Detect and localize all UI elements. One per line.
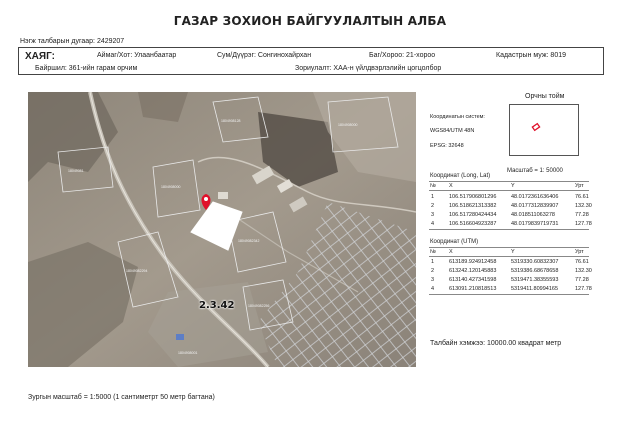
overview-marker-icon <box>510 105 578 155</box>
geo-cell: 106.518621313382 <box>449 203 497 209</box>
geo-cell: 48.0179839719731 <box>511 221 559 227</box>
geo-header-y: Y <box>511 183 515 189</box>
utm-cell: 1 <box>431 259 435 265</box>
utm-cell: 77.28 <box>575 277 589 283</box>
divider <box>429 294 589 295</box>
scale-note: Зургын масштаб = 1:5000 (1 сантиметрт 50 метр багтана) <box>28 394 215 401</box>
geo-cell: 48.0177312839907 <box>511 203 559 209</box>
address-box <box>18 47 604 75</box>
geo-header-len: Урт <box>575 183 584 189</box>
geo-cell: 2 <box>431 203 435 209</box>
neighbor-label: 1804908000 <box>338 123 358 127</box>
divider <box>429 256 589 257</box>
utm-cell: 613140.427341598 <box>449 277 497 283</box>
divider <box>429 181 589 182</box>
address-label: ХАЯГ: <box>25 51 55 62</box>
page-title: ГАЗАР ЗОХИОН БАЙГУУЛАЛТЫН АЛБА <box>173 14 447 28</box>
divider <box>429 247 589 248</box>
utm-cell: 76.61 <box>575 259 589 265</box>
neighbor-label: 18049082294 <box>126 269 148 273</box>
utm-cell: 127.78 <box>575 286 592 292</box>
geo-table-scale: Масштаб = 1: 50000 <box>507 168 563 174</box>
sum-field: Сум/Дүүрэг: Сонгинохайрхан <box>217 52 312 59</box>
overview-inset <box>509 104 579 156</box>
geo-header-no: № <box>430 183 436 189</box>
area-size: Талбайн хэмжээ: 10000.00 квадрат метр <box>430 340 562 347</box>
utm-header-x: X <box>449 249 453 255</box>
neighbor-label: 18049082342 <box>238 239 260 243</box>
utm-cell: 132.30 <box>575 268 592 274</box>
aimag-field: Аймаг/Хот: Улаанбаатар <box>97 52 177 59</box>
geo-cell: 48.0172361636406 <box>511 194 559 200</box>
geo-cell: 106.516604923287 <box>449 221 497 227</box>
coord-system-label: Координатын систем: <box>430 114 485 120</box>
utm-header-len: Урт <box>575 249 584 255</box>
neighbor-label: 1804908001 <box>178 351 198 355</box>
utm-cell: 613091.210818513 <box>449 286 497 292</box>
geo-cell: 3 <box>431 212 435 218</box>
geo-cell: 77.28 <box>575 212 589 218</box>
utm-cell: 5319411.80994165 <box>511 286 559 292</box>
utm-cell: 5319330.60832307 <box>511 259 559 265</box>
geo-cell: 76.61 <box>575 194 589 200</box>
parcel-label: 2.3.42 <box>199 300 235 311</box>
utm-header-y: Y <box>511 249 515 255</box>
geo-cell: 106.517906801296 <box>449 194 497 200</box>
satellite-map[interactable] <box>28 92 416 367</box>
geo-cell: 48.018511063278 <box>511 212 555 218</box>
geo-cell: 127.78 <box>575 221 592 227</box>
coord-system-name: WGS84/UTM 48N <box>430 128 475 134</box>
map-imagery <box>28 92 416 367</box>
utm-cell: 4 <box>431 286 435 292</box>
utm-cell: 613189.924912458 <box>449 259 497 265</box>
neighbor-label: 1804908000 <box>161 185 181 189</box>
utm-cell: 5319471.38355593 <box>511 277 559 283</box>
neighbor-label: 1804908128 <box>221 119 241 123</box>
geo-cell: 132.30 <box>575 203 592 209</box>
location-field: Байршил: 361-ийн гарам орчим <box>35 65 138 72</box>
utm-cell: 2 <box>431 268 435 274</box>
neighbor-label: 18049082256 <box>248 304 270 308</box>
geo-header-x: X <box>449 183 453 189</box>
epsg-code: EPSG: 32648 <box>430 143 464 149</box>
utm-cell: 613242.120145883 <box>449 268 497 274</box>
geo-table-title: Координат (Long, Lat) <box>430 173 491 179</box>
divider <box>429 229 589 230</box>
neighbor-label: 18049081 <box>68 169 84 173</box>
geo-cell: 1 <box>431 194 435 200</box>
utm-header-no: № <box>430 249 436 255</box>
building-blue <box>176 334 184 340</box>
purpose-field: Зориулалт: ХАА-н үйлдвэрлэлийн цогцолбор <box>295 65 442 72</box>
divider <box>429 190 589 191</box>
bag-field: Баг/Хороо: 21-хороо <box>369 52 436 59</box>
utm-table-title: Координат (UTM) <box>430 239 479 245</box>
geo-cell: 106.517280424434 <box>449 212 497 218</box>
cadastral-field: Кадастрын муж: 8019 <box>496 52 567 59</box>
geo-cell: 4 <box>431 221 435 227</box>
utm-cell: 3 <box>431 277 435 283</box>
overview-title: Орчны тойм <box>525 93 565 100</box>
utm-cell: 5319386.68678658 <box>511 268 559 274</box>
registration-number: Нэгж талбарын дугаар: 2429207 <box>20 38 125 45</box>
building <box>218 192 228 199</box>
